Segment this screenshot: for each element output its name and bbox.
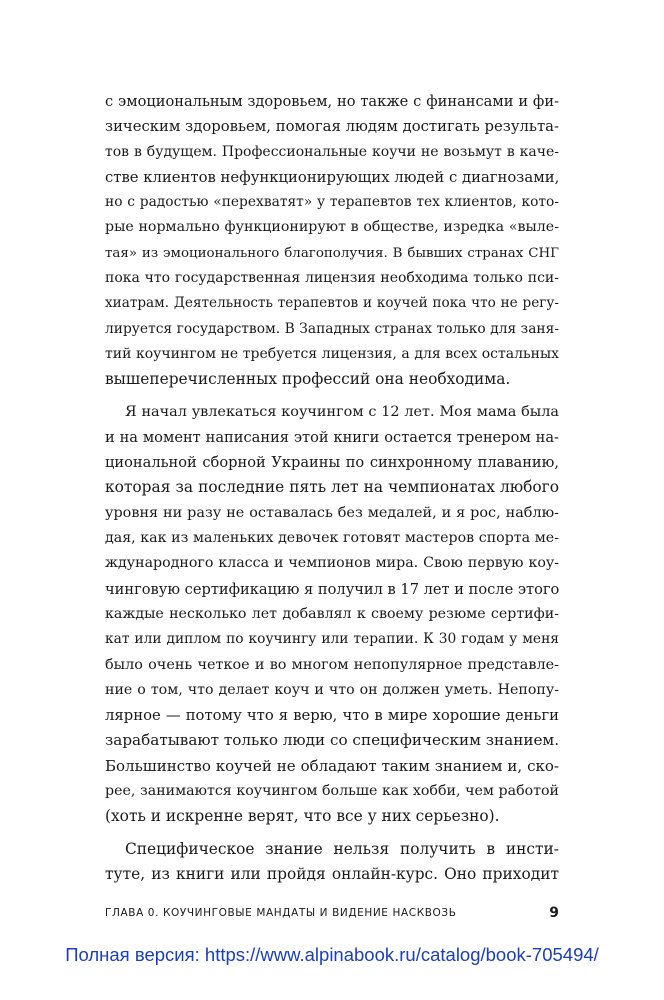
text-line: уровня ни разу не оставалась без медалей, и я рос, наблю-: [105, 504, 559, 521]
text-line: и на момент написания этой книги остается тренером на-: [105, 428, 559, 446]
text-line: ние о том, что делает коуч и что он должен уметь. Непопу-: [105, 681, 559, 698]
text-line: дая, как из маленьких девочек готовят мастеров спорта ме-: [105, 530, 559, 547]
body-text: [105, 89, 559, 887]
text-line: тая» из эмоционального благополучия. В бывших странах СНГ: [105, 245, 559, 261]
text-line: Я начал увлекаться коучингом с 12 лет. Моя мама была: [125, 403, 559, 420]
text-line: хиатрам. Деятельность терапевтов и коучей пока что не регу-: [105, 295, 559, 312]
text-line: с эмоциональным здоровьем, но также с финансами и фи-: [105, 93, 559, 110]
text-line: туте, из книги или пройдя онлайн-курс. Оно приходит: [105, 864, 559, 883]
text-line: лярное — потому что я верю, что в мире хорошие деньги: [105, 707, 559, 725]
text-line: пока что государственная лицензия необходима только пси-: [105, 270, 559, 287]
text-line: ждународного класса и чемпионов мира. Свою первую коу-: [105, 555, 559, 572]
text-line: вышеперечисленных профессий она необходима.: [105, 370, 511, 389]
text-line: (хоть и искренне верят, что все у них серьезно).: [105, 807, 500, 826]
text-line: лируется государством. В Западных странах только для заня-: [105, 320, 559, 337]
text-line: зарабатывают только люди со специфическим знанием.: [105, 731, 560, 750]
running-footer: [105, 905, 559, 925]
text-line: Большинство коучей не обладают таким знанием и, ско-: [105, 756, 559, 775]
full-version-link[interactable]: Полная версия: https://www.alpinabook.ru/catalog/book-705494/: [65, 944, 599, 965]
page-number: 9: [549, 905, 559, 921]
text-line: кат или диплом по коучингу или терапии. К 30 годам у меня: [105, 631, 559, 648]
text-line: которая за последние пять лет на чемпионатах любого: [105, 478, 559, 497]
text-line: тов в будущем. Профессиональные коучи не возьмут в каче-: [105, 143, 559, 160]
text-line: каждые несколько лет добавлял к своему резюме сертифи-: [105, 605, 559, 622]
text-line: зическим здоровьем, помогая людям достигать результа-: [105, 118, 559, 136]
paragraph-gap: [105, 393, 559, 400]
text-line: стве клиентов нефункционирующих людей с диагнозами,: [105, 168, 560, 186]
text-line: тий коучингом не требуется лицензия, а для всех остальных: [105, 345, 559, 362]
text-line: но с радостью «перехватят» у терапевтов тех клиентов, кото-: [105, 194, 559, 211]
text-line: было очень четкое и во многом непопулярное представле-: [105, 656, 559, 673]
paragraph-gap: [105, 830, 559, 837]
text-line: чинговую сертификацию я получил в 17 лет и после этого: [105, 580, 560, 598]
text-line: рые нормально функционируют в обществе, изредка «выле-: [105, 219, 559, 236]
text-line: Специфическое знание нельзя получить в инсти-: [125, 839, 559, 858]
text-line: рее, занимаются коучингом больше как хобби, чем работой: [105, 783, 559, 800]
text-line: циональной сборной Украины по синхронному плаванию,: [105, 454, 559, 472]
chapter-title: ГЛАВА 0. КОУЧИНГОВЫЕ МАНДАТЫ И ВИДЕНИЕ НАСКВОЗЬ: [105, 907, 457, 919]
